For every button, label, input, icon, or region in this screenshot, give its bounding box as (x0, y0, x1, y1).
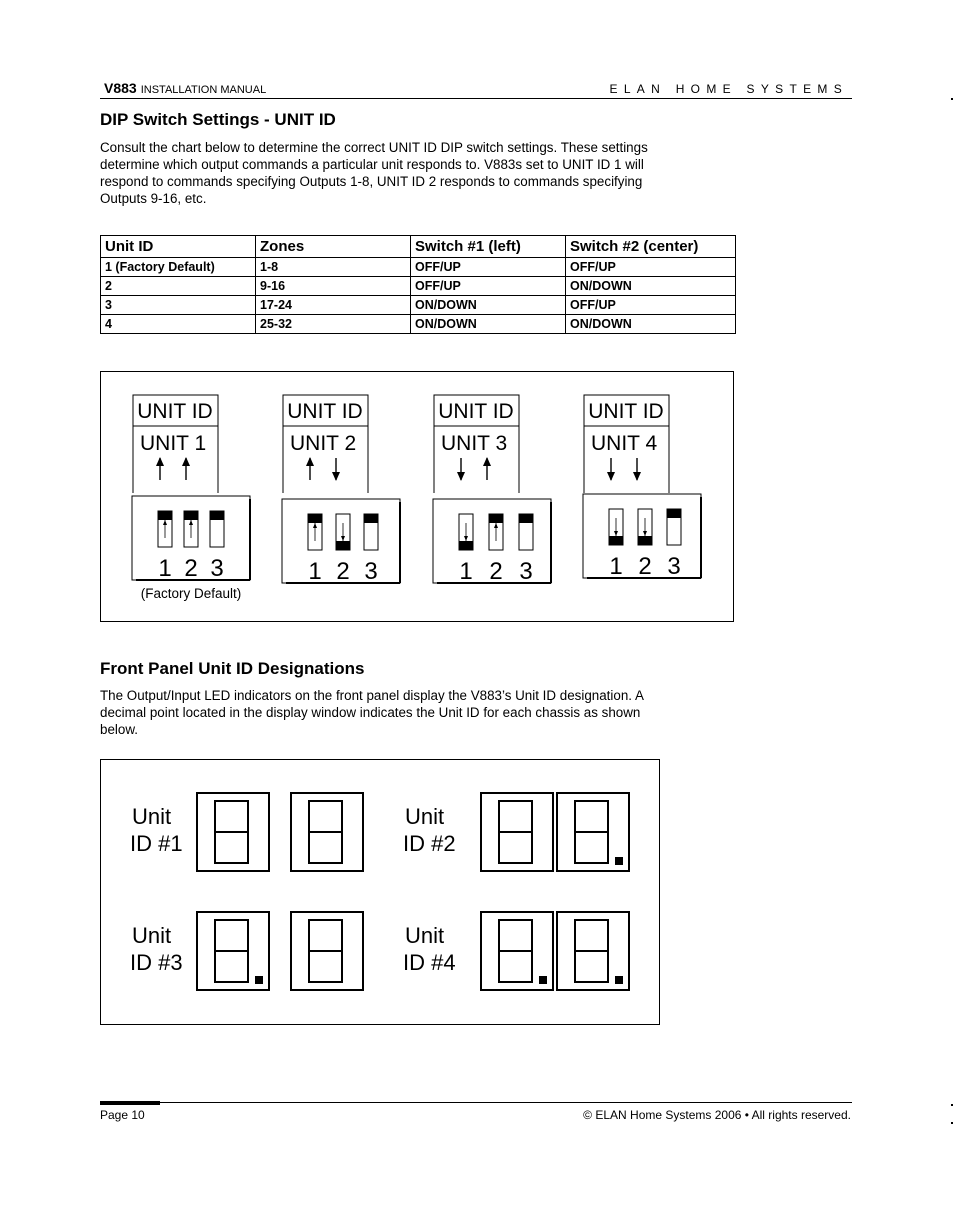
model-name: V883 (104, 80, 137, 96)
seven-segment-digit (557, 912, 629, 990)
switch-number: 3 (210, 555, 224, 582)
footer-rule (100, 1102, 852, 1103)
table-cell: 1 (Factory Default) (101, 258, 256, 277)
dip-switch-svg (101, 372, 733, 621)
dip-unit (282, 395, 400, 585)
dip-unit (583, 395, 701, 580)
led-unit (130, 912, 363, 990)
arrow-down-icon (332, 458, 340, 481)
switch-number: 3 (667, 553, 681, 580)
table-cell: OFF/UP (411, 258, 566, 277)
seven-segment-digit (557, 793, 629, 871)
unit-label: UNIT 4 (591, 432, 658, 455)
led-unit-id: ID #3 (130, 950, 183, 975)
table-cell: OFF/UP (411, 277, 566, 296)
header-rule (100, 98, 852, 99)
manual-name: INSTALLATION MANUAL (140, 84, 267, 96)
margin-mark (951, 98, 953, 100)
decimal-point (615, 857, 623, 865)
led-display-diagram (100, 759, 660, 1025)
switch-knob (210, 511, 224, 520)
table-header: Switch #1 (left) (411, 236, 566, 258)
switch-number: 1 (308, 558, 322, 585)
table-cell: ON/DOWN (411, 315, 566, 334)
table-header: Switch #2 (center) (566, 236, 736, 258)
table-cell: ON/DOWN (566, 315, 736, 334)
unit-id-title: UNIT ID (137, 400, 213, 423)
led-unit (130, 793, 363, 871)
dip-unit (132, 395, 250, 601)
led-unit-id: ID #2 (403, 831, 456, 856)
unit-id-title: UNIT ID (287, 400, 363, 423)
section2-title: Front Panel Unit ID Designations (100, 659, 365, 678)
table-cell: 9-16 (256, 277, 411, 296)
table-row (101, 296, 736, 315)
switch-knob (336, 541, 350, 550)
arrow-up-icon (306, 457, 314, 480)
table-header: Unit ID (101, 236, 256, 258)
switch-knob (519, 514, 533, 523)
switch-number: 1 (158, 555, 172, 582)
switch-knob (459, 541, 473, 550)
decimal-point (539, 976, 547, 984)
arrow-up-icon (483, 457, 491, 480)
switch-knob (667, 509, 681, 518)
switch-number: 1 (459, 558, 473, 585)
copyright: © ELAN Home Systems 2006 • All rights reserved. (583, 1108, 851, 1122)
section2-body: The Output/Input LED indicators on the front panel display the V883’s Unit ID designation. A decimal point located in the display window indicates the Unit ID for each chassis as shown below. (100, 688, 644, 737)
switch-number: 2 (489, 558, 503, 585)
table-cell: OFF/UP (566, 296, 736, 315)
seven-segment-digit (481, 912, 553, 990)
switch-number: 2 (336, 558, 350, 585)
table-header: Zones (256, 236, 411, 258)
seven-segment-digit (291, 912, 363, 990)
dip-unit (433, 395, 551, 585)
table-cell: 2 (101, 277, 256, 296)
table-row (101, 315, 736, 334)
switch-knob (489, 514, 503, 523)
arrow-down-icon (633, 458, 641, 481)
switch-number: 3 (364, 558, 378, 585)
unit-id-title: UNIT ID (588, 400, 664, 423)
table-row (101, 258, 736, 277)
arrow-down-icon (457, 458, 465, 481)
led-unit-label: Unit (132, 923, 172, 948)
table-cell: ON/DOWN (566, 277, 736, 296)
factory-default-caption: (Factory Default) (140, 586, 242, 601)
led-display-svg (101, 760, 659, 1024)
section1-body: Consult the chart below to determine the correct UNIT ID DIP switch settings. These settings determine which output commands a particular unit responds to. V883s set to UNIT ID 1 will respond to commands specifying Outputs 1-8, UNIT ID 2 responds to commands specifying Outputs 9-16, etc. (100, 140, 648, 206)
switch-knob (158, 511, 172, 520)
switch-knob (638, 536, 652, 545)
unit-id-table (100, 235, 736, 334)
led-unit (403, 793, 629, 871)
seven-segment-digit (291, 793, 363, 871)
seven-segment-digit (197, 793, 269, 871)
table-cell: 25-32 (256, 315, 411, 334)
arrow-up-icon (156, 457, 164, 480)
arrow-down-icon (607, 458, 615, 481)
led-unit (403, 912, 629, 990)
switch-number: 2 (184, 555, 198, 582)
table-cell: ON/DOWN (411, 296, 566, 315)
switch-number: 1 (609, 553, 623, 580)
led-unit-label: Unit (405, 923, 445, 948)
table-cell: 3 (101, 296, 256, 315)
switch-knob (609, 536, 623, 545)
unit-id-title: UNIT ID (438, 400, 514, 423)
switch-knob (308, 514, 322, 523)
switch-knob (184, 511, 198, 520)
header-model (104, 80, 266, 96)
section1-title: DIP Switch Settings - UNIT ID (100, 110, 336, 129)
table-cell: 4 (101, 315, 256, 334)
margin-mark (951, 1104, 953, 1106)
decimal-point (255, 976, 263, 984)
page-number: Page 10 (100, 1108, 145, 1122)
switch-number: 2 (638, 553, 652, 580)
unit-label: UNIT 2 (290, 432, 357, 455)
table-cell: 17-24 (256, 296, 411, 315)
dip-switch-diagram (100, 371, 734, 622)
header-brand: ELAN HOME SYSTEMS (609, 82, 848, 96)
switch-number: 3 (519, 558, 533, 585)
arrow-up-icon (182, 457, 190, 480)
table-cell: OFF/UP (566, 258, 736, 277)
unit-label: UNIT 3 (441, 432, 508, 455)
margin-mark (951, 1122, 953, 1124)
table-header-row (101, 236, 736, 258)
led-unit-id: ID #1 (130, 831, 183, 856)
decimal-point (615, 976, 623, 984)
table-cell: 1-8 (256, 258, 411, 277)
led-unit-label: Unit (405, 804, 445, 829)
led-unit-id: ID #4 (403, 950, 456, 975)
seven-segment-digit (481, 793, 553, 871)
switch-knob (364, 514, 378, 523)
unit-label: UNIT 1 (140, 432, 207, 455)
led-unit-label: Unit (132, 804, 172, 829)
seven-segment-digit (197, 912, 269, 990)
table-row (101, 277, 736, 296)
